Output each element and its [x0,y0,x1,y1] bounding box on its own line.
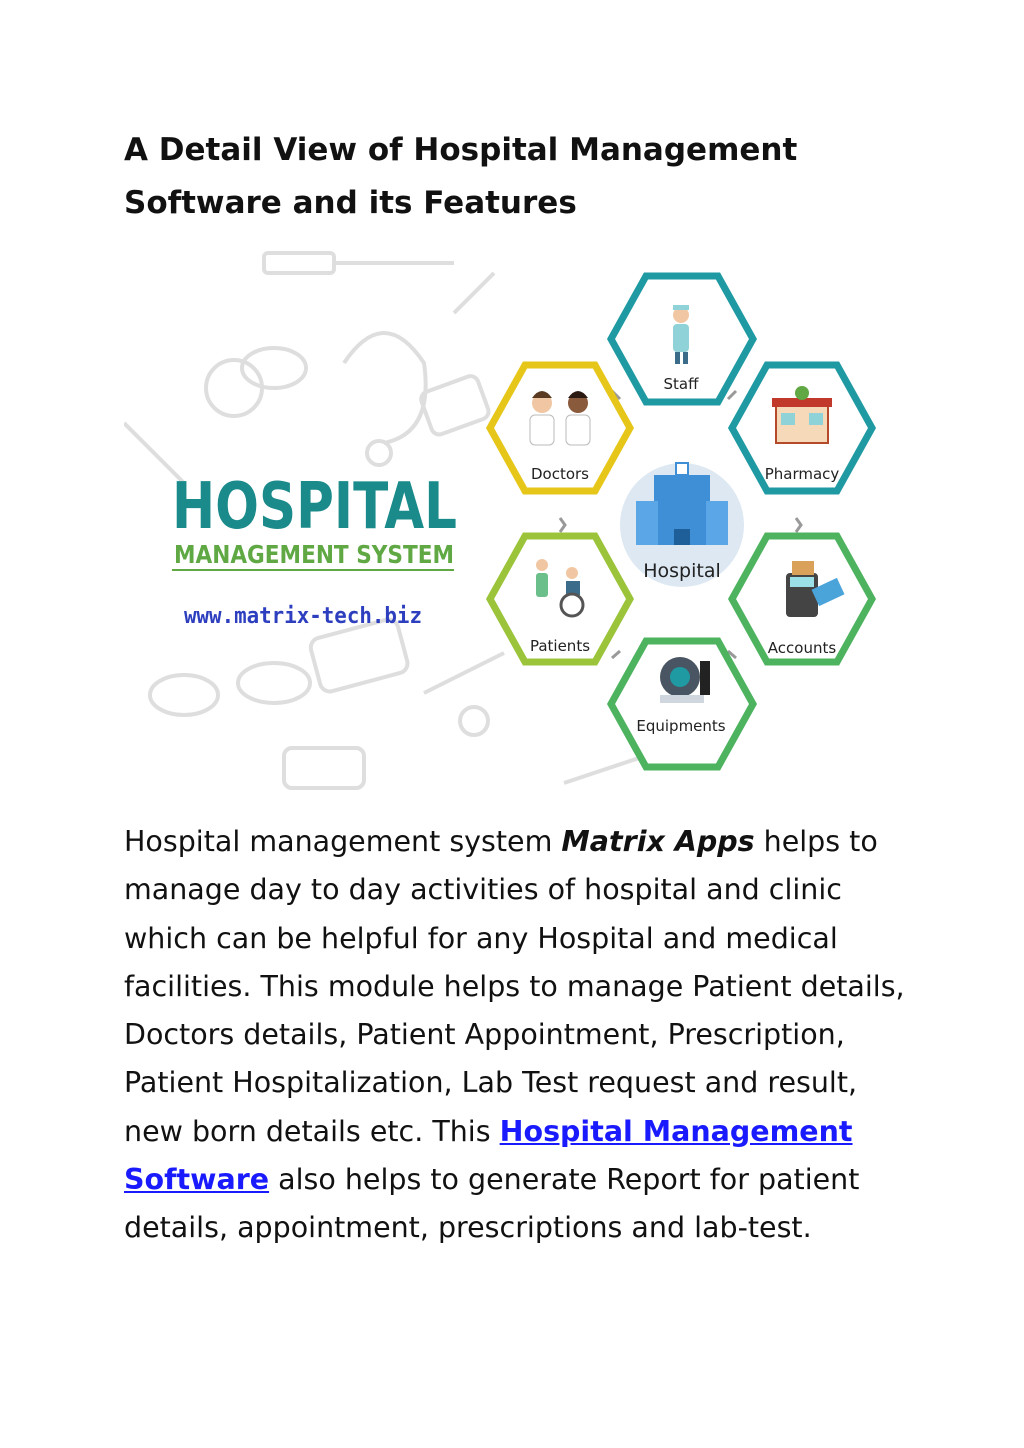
page-title: A Detail View of Hospital Management Software and its Features [124,132,798,221]
body-text-1: Hospital management system [124,825,562,858]
pharmacy-label: Pharmacy [764,465,840,483]
scanner-icon [660,657,710,703]
patients-label: Patients [529,637,591,655]
module-patients [490,536,630,662]
body-text-3: also helps to generate Report for patient details, appointment, prescriptions and lab-test. [124,1163,860,1245]
module-hospital-center [620,463,744,587]
accounts-label: Accounts [767,639,837,657]
equipments-label: Equipments [636,717,726,735]
body-paragraph [124,818,914,1253]
logo-line2: MANAGEMENT SYSTEM [174,540,454,569]
module-accounts [732,536,872,662]
logo-line1: HOSPITAL [172,470,457,544]
brand-name: Matrix Apps [561,825,755,858]
doctors-label: Doctors [530,465,590,483]
website-text: www.matrix-tech.biz [184,604,422,629]
hospital-label: Hospital [643,560,721,582]
stethoscope-doodle [344,333,426,443]
hero-image [124,243,884,796]
module-equipments [611,641,753,767]
staff-label: Staff [663,375,699,393]
module-pharmacy [732,365,872,491]
module-staff [610,273,753,402]
body-text-2: helps to manage day to day activities of hospital and clinic which can be helpful for any Hospital and medical facilities. This module helps to manage Patient details, Doctors details, Patient Appointment, Prescription, Patient Hospitalization, Lab Test request and result, new born details etc. This [124,825,905,1148]
hospital-diagram [124,243,884,796]
hospital-management-software-link[interactable]: Hospital Management Software [124,1114,853,1197]
module-doctors [490,365,630,491]
pill-doodle [206,360,262,416]
